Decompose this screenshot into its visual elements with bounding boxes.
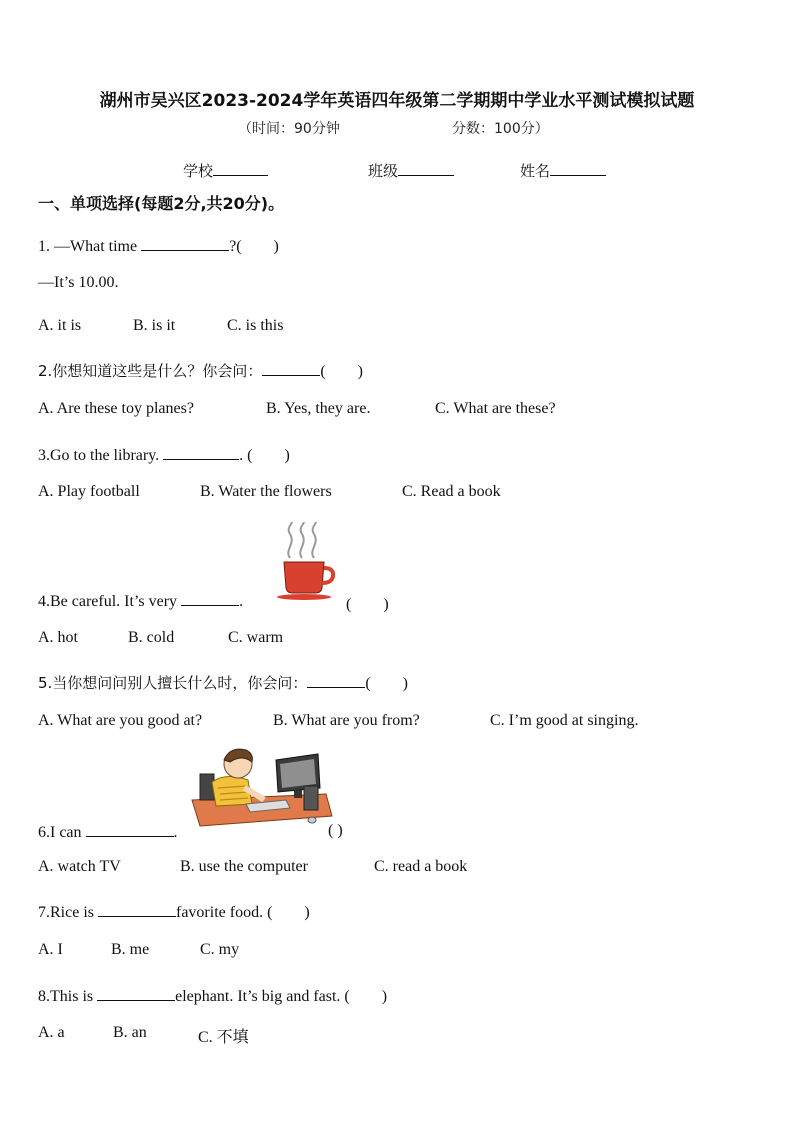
answer-blank[interactable] <box>262 361 320 376</box>
option-c[interactable]: C. I’m good at singing. <box>490 712 639 729</box>
name-label: 姓名 <box>520 162 551 180</box>
option-a[interactable]: A. hot <box>38 629 78 646</box>
school-label: 学校 <box>183 162 214 180</box>
option-a[interactable]: A. Play football <box>38 483 140 500</box>
question-1-reply: —It’s 10.00. <box>38 274 119 291</box>
option-b[interactable]: B. an <box>113 1024 147 1041</box>
steaming-cup-icon <box>274 520 338 602</box>
option-c[interactable]: C. 不填 <box>198 1029 249 1046</box>
section-heading: 一、单项选择(每题2分,共20分)。 <box>38 194 285 213</box>
page-title: 湖州市吴兴区2023-2024学年英语四年级第二学期期中学业水平测试模拟试题 <box>99 91 695 111</box>
answer-blank[interactable] <box>307 673 365 688</box>
option-a[interactable]: A. watch TV <box>38 858 121 875</box>
exam-time: （时间：90分钟 <box>238 121 340 137</box>
option-a[interactable]: A. Are these toy planes? <box>38 400 194 417</box>
option-c[interactable]: C. What are these? <box>435 400 556 417</box>
question-2: 2.你想知道这些是什么？你会问： ( ) <box>38 362 363 380</box>
option-a[interactable]: A. a <box>38 1024 65 1041</box>
option-c[interactable]: C. my <box>200 941 240 958</box>
class-blank[interactable] <box>398 161 454 176</box>
school-blank[interactable] <box>213 161 268 176</box>
answer-blank[interactable] <box>163 445 239 460</box>
class-field[interactable] <box>368 160 454 181</box>
question-8: 8.This is elephant. It’s big and fast. ( ) <box>38 988 388 1005</box>
option-b[interactable]: B. use the computer <box>180 858 308 875</box>
answer-paren: ( ) <box>328 822 343 839</box>
exam-score: 分数：100分） <box>452 121 549 137</box>
option-b[interactable]: B. me <box>111 941 150 958</box>
question-6: 6.I can . <box>38 824 178 841</box>
answer-blank[interactable] <box>97 986 175 1001</box>
option-b[interactable]: B. cold <box>128 629 175 646</box>
option-a[interactable]: A. it is <box>38 317 82 334</box>
answer-blank[interactable] <box>86 822 174 837</box>
boy-using-computer-illustration <box>186 742 336 828</box>
option-a[interactable]: A. I <box>38 941 63 958</box>
question-3: 3.Go to the library. . ( ) <box>38 447 290 464</box>
question-1: 1. —What time ?( ) <box>38 238 279 255</box>
class-label: 班级 <box>368 162 399 180</box>
question-4: 4.Be careful. It’s very . <box>38 593 244 610</box>
option-c[interactable]: C. read a book <box>374 858 468 875</box>
option-b[interactable]: B. What are you from? <box>273 712 420 729</box>
option-c[interactable]: C. Read a book <box>402 483 501 500</box>
name-blank[interactable] <box>550 161 606 176</box>
answer-blank[interactable] <box>141 236 229 251</box>
option-a[interactable]: A. What are you good at? <box>38 712 203 729</box>
option-b[interactable]: B. Water the flowers <box>200 483 332 500</box>
answer-blank[interactable] <box>98 902 176 917</box>
school-field[interactable] <box>183 160 268 181</box>
option-b[interactable]: B. Yes, they are. <box>266 400 371 417</box>
question-5: 5.当你想问问别人擅长什么时，你会问： ( ) <box>38 674 408 692</box>
question-7: 7.Rice is favorite food. ( ) <box>38 904 310 921</box>
option-b[interactable]: B. is it <box>133 317 176 334</box>
answer-paren: ( ) <box>346 596 389 613</box>
answer-blank[interactable] <box>181 591 239 606</box>
name-field[interactable] <box>520 160 606 181</box>
option-c[interactable]: C. is this <box>227 317 284 334</box>
option-c[interactable]: C. warm <box>228 629 284 646</box>
